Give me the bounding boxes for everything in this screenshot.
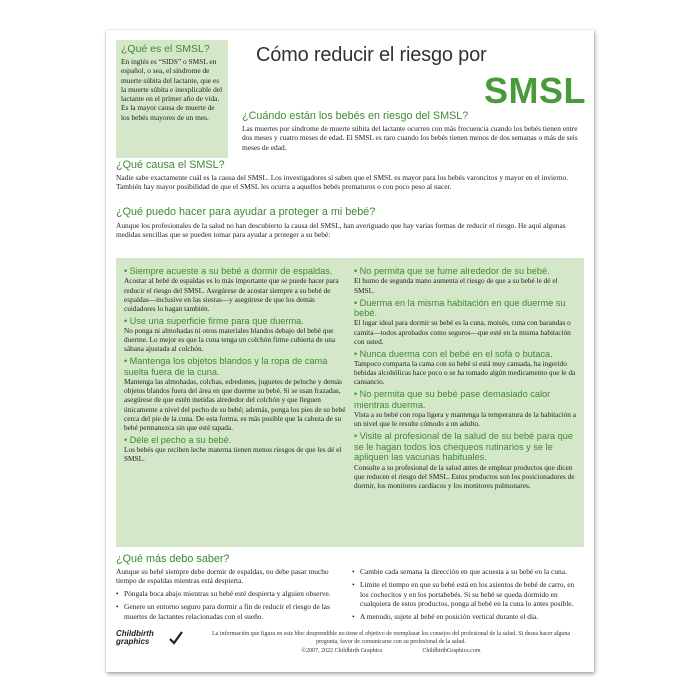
- list-item: • Limite el tiempo en que su bebé está en los asientos de bebé de carro, en los cochecitos y en los portabebés. Si su bebé se queda dormido en cualquiera de estos productos, ponga al bebé en la cuna lo antes posible.: [352, 580, 584, 608]
- when-at-risk-text: Las muertes por síndrome de muerte súbita del lactante ocurren con más frecuencia cuando los bebés tienen entre dos meses y cuatro meses de edad. El SMSL es raro cuando los bebés tienen menos de dos semanas o más de seis meses de edad.: [242, 124, 578, 152]
- list-item: • Genere un entorno seguro para dormir a fin de reducir el riesgo de las muertes de lactantes relacionadas con el sueño.: [116, 602, 342, 621]
- tip-lead: Siempre acueste a su bebé a dormir de espaldas.: [129, 266, 333, 276]
- tip-lead: Nunca duerma con el bebé en el sofá o butaca.: [359, 348, 553, 359]
- tip-body: Los bebés que reciben leche materna tienen menos riesgos de que les dé el SMSL.: [124, 445, 342, 464]
- tip-body: El humo de segunda mano aumenta el riesgo de que a su bebé le dé el SMSL.: [354, 276, 558, 295]
- tip-lead: No permita que su bebé pase demasiado calor mientras duerma.: [354, 389, 551, 410]
- tear-pad-sheet: [106, 30, 594, 672]
- tip-lead: No permita que se fume alrededor de su bebé.: [359, 266, 550, 276]
- tip-item: [124, 435, 346, 464]
- page-title-line1: Cómo reducir el riesgo por: [256, 44, 487, 66]
- tip-lead: Déle el pecho a su bebé.: [129, 434, 232, 445]
- what-is-sids-heading: ¿Qué es el SMSL?: [121, 43, 210, 55]
- more-right-list: [352, 567, 584, 625]
- tip-item: [354, 266, 578, 295]
- bullet-icon: •: [354, 348, 360, 359]
- list-item: • Cambie cada semana la dirección en que acuesta a su bebé en la cuna.: [352, 567, 584, 576]
- help-text: Aunque los profesionales de la salud no han descubierto la causa del SMSL, han averiguado que hay varias formas de reducir el riesgo. He aquí algunas medidas sencillas que se pueden tomar para ayudar a proteger a su bebé:: [116, 221, 566, 240]
- cause-text: Nadie sabe exactamente cuál es la causa del SMSL. Los investigadores sí saben que el SMSL es mayor para los bebés varoncitos y mayor en el invierno. También hay mayor posibilidad de que el SMSL les ocurra a aquellos bebés prematuros o con poco peso al nacer.: [116, 173, 569, 192]
- help-heading: ¿Qué puedo hacer para ayudar a proteger a mi bebé?: [116, 206, 376, 218]
- cause-heading: ¿Qué causa el SMSL?: [116, 159, 225, 171]
- bullet-icon: •: [124, 315, 130, 326]
- more-intro: Aunque su bebé siempre debe dormir de espaldas, no debe pasar mucho tiempo de espaldas mientras está despierta.: [116, 567, 329, 586]
- footer-disclaimer: La información que figura en este bloc desprendible no tiene el objetivo de reemplazar los consejos del profesional de la salud. Si desea hacer alguna pregunta, favor de comunicarse con su profesional de la salud.: [211, 631, 571, 645]
- bullet-icon: •: [354, 389, 360, 400]
- list-item: • A menudo, sujete al bebé en posición vertical durante el día.: [352, 612, 584, 621]
- checkmark-icon: [168, 630, 184, 646]
- bullet-icon: •: [354, 297, 360, 308]
- bullet-icon: •: [354, 431, 360, 442]
- tip-body: No ponga ni almohadas ni otros materiales blandos debajo del bebé que duerme. Lo mejor es que la cuna tenga un colchón firme cubierta de una sábana ajustada al colchón.: [124, 326, 336, 354]
- tip-body: Vista a su bebé con ropa ligera y mantenga la temperatura de la habitación a un nivel que le resulte cómodo a un adulto.: [354, 410, 577, 429]
- tip-body: Consulte a su profesional de la salud antes de emplear productos que dicen que reducen el riesgo del SMSL. Estos productos son los posicionadores de dormir, los monitores cardíacos y los monitores pulmonares.: [354, 462, 575, 490]
- what-is-sids-text: En inglés es “SIDS” o SMSL en español, o sea, el síndrome de muerte súbita del lactante, que es la muerte súbita e inexplicable del lactante en el primer año de vida. Es la mayor causa de muerte de los bebés mayores de un mes.: [121, 57, 223, 122]
- when-at-risk-heading: ¿Cuándo están los bebés en riesgo del SMSL?: [242, 110, 469, 122]
- tip-body: Acostar al bebé de espaldas es lo más importante que se puede hacer para reducir el riesgo del SMSL. Asegúrese de acostar siempre a su bebé de espaldas—inclusive en las siestas—y asegúrese de que los demás cuidadores lo hagan también.: [124, 276, 339, 313]
- tip-body: Mantenga las almohadas, colchas, edredones, juguetes de peluche y demás objetos blandos fuera del área en que duerme su bebé. Si se usan frazadas, asegúrese de que estén metidas alrededor del colchón y que lleguen únicamente a nivel del pecho de su bebé; además, ponga los pies de su bebé cerca del pie de la cuna. De esta forma, es más posible que la cabeza de su bebé permanezca sin que esté tapada.: [124, 377, 346, 432]
- tip-item: [354, 389, 578, 428]
- tip-lead: Mantenga los objetos blandos y la ropa de cama suelta fuera de la cuna.: [124, 356, 328, 377]
- bullet-icon: •: [354, 266, 360, 276]
- bullet-icon: •: [124, 266, 130, 276]
- footer-website[interactable]: ChildbirthGraphics.com: [422, 648, 481, 655]
- tip-lead: Visite al profesional de la salud de su bebé para que se le hagan todos los chequeos rutinarios y se le apliquen las vacunas habituales.: [354, 431, 573, 463]
- footer-copyright: ©2007, 2022 Childbirth Graphics: [301, 648, 383, 655]
- tip-item: [354, 298, 578, 346]
- footer: [202, 631, 580, 656]
- tips-left-column: [124, 266, 346, 466]
- tip-item: [124, 356, 346, 431]
- tip-item: [124, 266, 346, 313]
- list-item: • Póngala boca abajo mientras su bebé esté despierta y alguien observe.: [116, 589, 342, 598]
- logo-line1: Childbirth: [116, 629, 154, 638]
- childbirth-graphics-logo: [116, 630, 184, 660]
- tips-right-column: [354, 266, 578, 493]
- more-left-list: [116, 589, 342, 625]
- tips-box: [116, 258, 584, 547]
- more-heading: ¿Qué más debo saber?: [116, 553, 230, 565]
- what-is-sids-box: [116, 40, 228, 158]
- tip-item: [124, 316, 346, 354]
- tip-item: [354, 431, 578, 490]
- tip-item: [354, 349, 578, 387]
- logo-line2: graphics: [116, 637, 150, 646]
- bullet-icon: •: [124, 434, 130, 445]
- tip-lead: Duerma en la misma habitación en que duerme su bebé.: [354, 297, 566, 318]
- page-title-smsl: SMSL: [484, 70, 587, 111]
- tip-body: El lugar ideal para dormir su bebé es la cuna, moisés, cuna con barandas o camita—todos aprobados como seguros—que esté en la misma habitación con usted.: [354, 318, 571, 346]
- tip-body: Tampoco comparta la cama con su bebé si está muy cansada, ha ingerido bebidas alcohólicas hace poco o se ha tomado algún medicamento que le da cansancio.: [354, 359, 576, 387]
- bullet-icon: •: [124, 356, 130, 367]
- tip-lead: Use una superficie firme para que duerma.: [129, 315, 304, 326]
